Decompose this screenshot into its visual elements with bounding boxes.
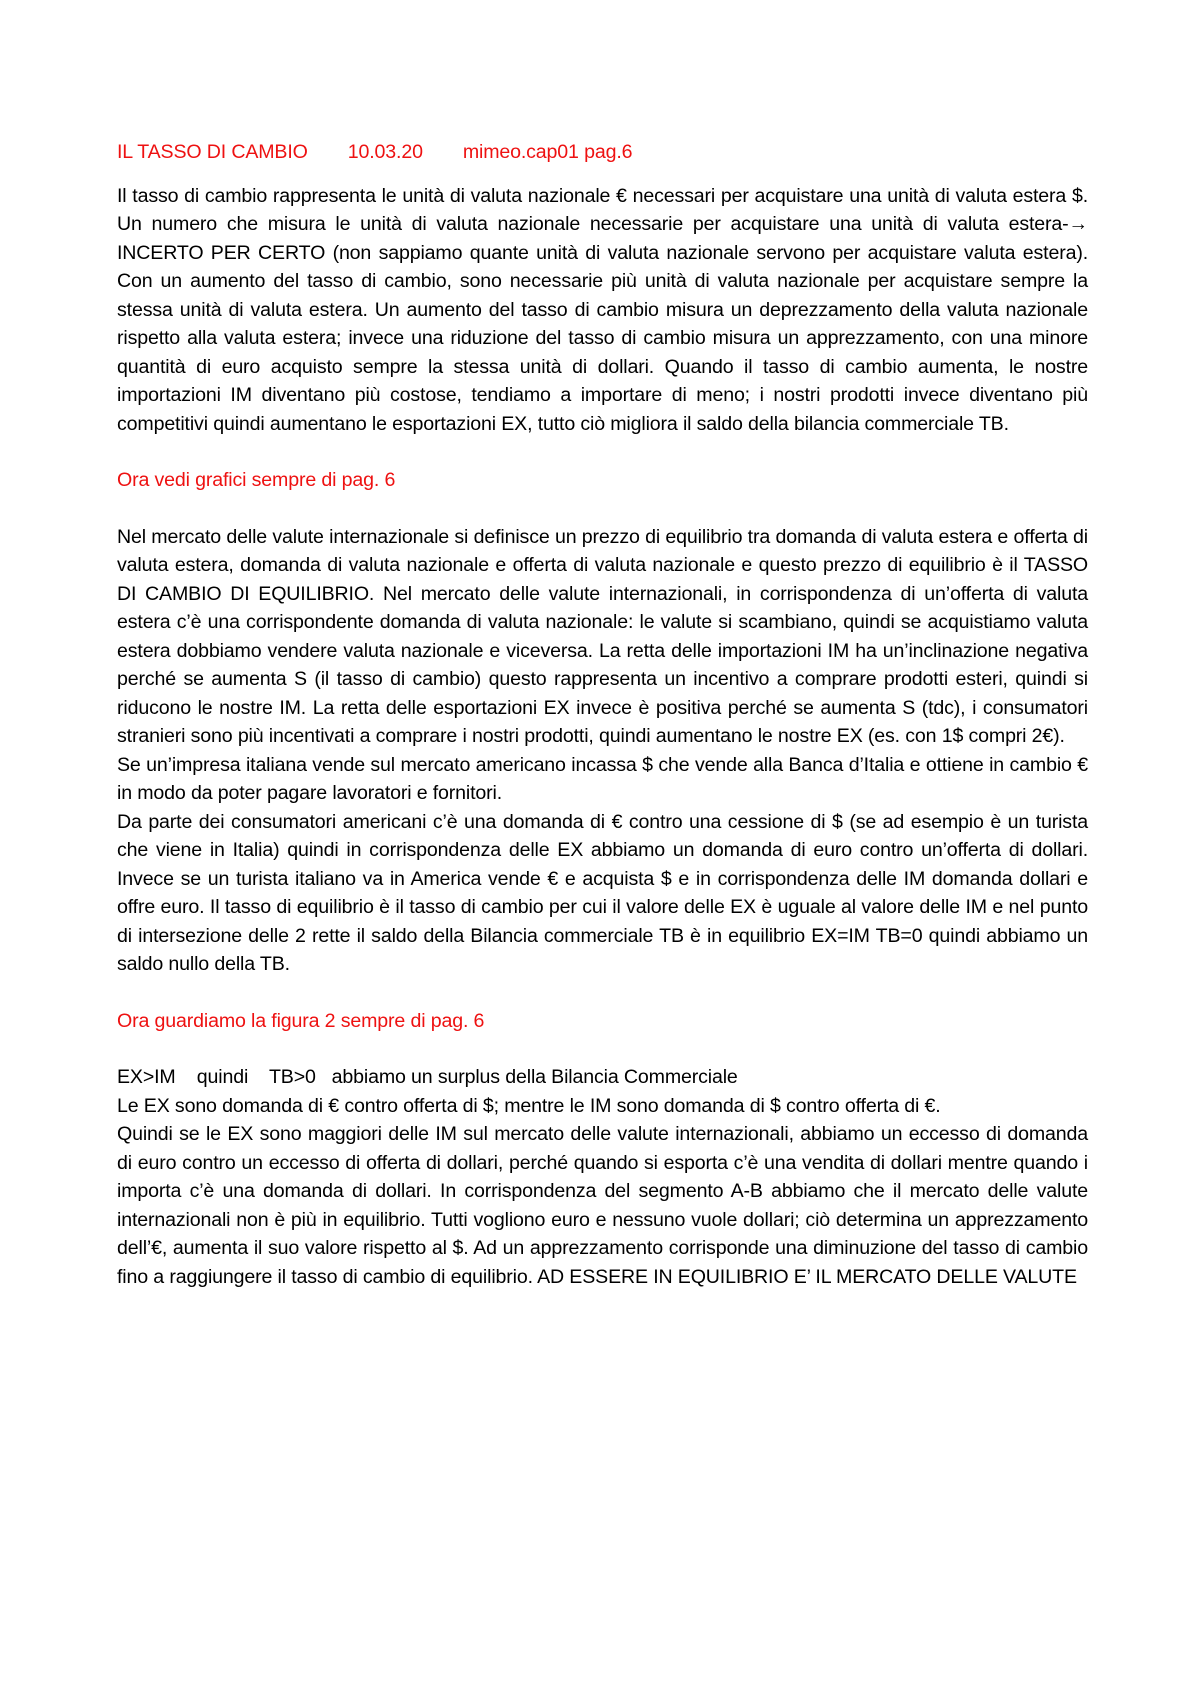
title-date: 10.03.20 [347,141,423,163]
paragraph-market-equilibrium: Nel mercato delle valute internazionale si definisce un prezzo di equilibrio tra domanda di valuta estera e offerta di valuta estera, domanda di valuta nazionale e offerta di valuta nazionale e questo prezzo di equilibrio è il TASSO DI CAMBIO DI EQUILIBRIO. Nel mercato delle valute internazionali, in corrispondenza di un’offerta di valuta estera c’è una corrispondente domanda di valuta nazionale: le valute si scambiano, quindi se acquistiamo valuta estera dobbiamo vendere valuta nazionale e viceversa. La retta delle importazioni IM ha un’inclinazione negativa perché se aumenta S (il tasso di cambio) questo rappresenta un incentivo a comprare prodotti esteri, quindi si riducono le nostre IM. La retta delle esportazioni EX invece è positiva perché se aumenta S (tdc), i consumatori stranieri sono più incentivati a comprare i nostri prodotti, quindi aumentano le nostre EX (es. con 1$ compri 2€). [117,525,1088,747]
line-surplus: EX>IM quindi TB>0 abbiamo un surplus della Bilancia Commerciale [117,1066,738,1088]
paragraph-intro: Il tasso di cambio rappresenta le unità di valuta nazionale € necessari per acquistare una unità di valuta estera $. Un numero che misura le unità di valuta nazionale necessarie per acquistare una unità di valuta estera-→ INCERTO PER CERTO (non sappiamo quante unità di valuta nazionale servono per acquistare valuta estera). Con un aumento del tasso di cambio, sono necessarie più unità di valuta nazionale per acquistare sempre la stessa unità di valuta estera. Un aumento del tasso di cambio misura un deprezzamento della valuta nazionale rispetto alla valuta estera; invece una riduzione del tasso di cambio misura un apprezzamento, con una minore quantità di euro acquisto sempre la stessa unità di dollari. Quando il tasso di cambio aumenta, le nostre importazioni IM diventano più costose, tendiamo a importare di meno; i nostri prodotti invece diventano più competitivi quindi aumentano le esportazioni EX, tutto ciò migliora il saldo della bilancia commerciale TB. [117,184,1088,435]
paragraph-american-consumers: Da parte dei consumatori americani c’è una domanda di € contro una cessione di $ (se ad esempio è un turista che viene in Italia) quindi in corrispondenza delle EX abbiamo un domanda di euro contro un’offerta di dollari. Invece se un turista italiano va in America vende € e acquista $ e in corrispondenza delle IM domanda dollari e offre euro. Il tasso di equilibrio è il tasso di cambio per cui il valore delle EX è uguale al valore delle IM e nel punto di intersezione delle 2 rette il saldo della Bilancia commerciale TB è in equilibrio EX=IM TB=0 quindi abbiamo un saldo nullo della TB. [117,810,1088,975]
title-reference: mimeo.cap01 pag.6 [462,141,633,163]
section-heading-graphs: Ora vedi grafici sempre di pag. 6 [117,469,396,491]
document-title [117,138,1088,167]
paragraph-excess-demand: Quindi se le EX sono maggiori delle IM sul mercato delle valute internazionali, abbiamo un eccesso di domanda di euro contro un eccesso di offerta di dollari, perché quando si esporta c’è una vendita di dollari mentre quando i importa c’è una domanda di dollari. In corrispondenza del segmento A-B abbiamo che il mercato delle valute internazionali non è più in equilibrio. Tutti vogliono euro e nessuno vuole dollari; ciò determina un apprezzamento dell’€, aumenta il suo valore rispetto al $. Ad un apprezzamento corrisponde una diminuzione del tasso di cambio fino a raggiungere il tasso di cambio di equilibrio. AD ESSERE IN EQUILIBRIO E’ IL MERCATO DELLE VALUTE [117,1123,1088,1288]
title-topic: IL TASSO DI CAMBIO [117,141,308,163]
paragraph-italian-firm: Se un’impresa italiana vende sul mercato americano incassa $ che vende alla Banca d’Italia e ottiene in cambio € in modo da poter pagare lavoratori e fornitori. [117,753,1088,804]
section-heading-figure-2: Ora guardiamo la figura 2 sempre di pag. 6 [117,1009,485,1032]
document-page [117,138,1088,1291]
line-ex-im-definition: Le EX sono domanda di € contro offerta di $; mentre le IM sono domanda di $ contro offerta di €. [117,1094,941,1117]
